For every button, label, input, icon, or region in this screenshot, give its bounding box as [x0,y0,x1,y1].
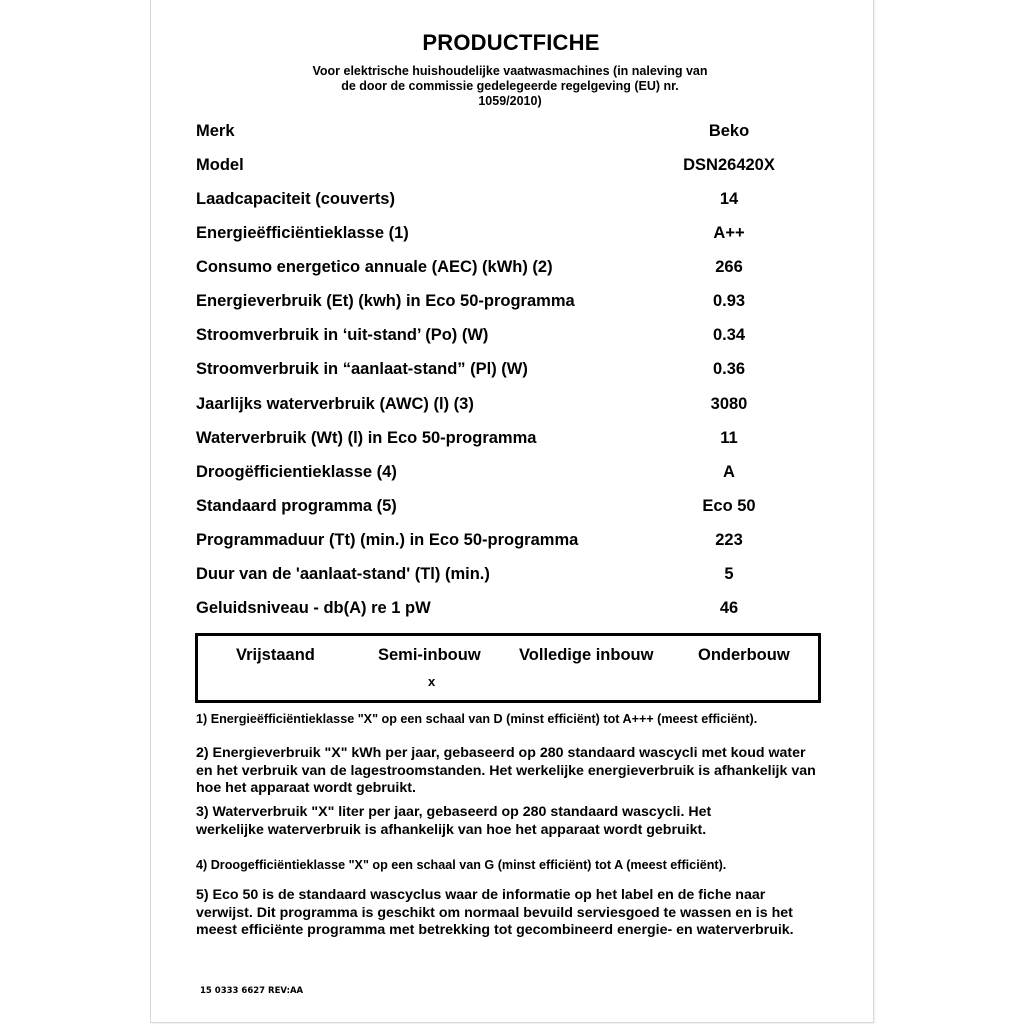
spec-row-annual-water [196,395,796,419]
spec-label: Merk [196,122,235,140]
spec-value: Eco 50 [702,497,756,515]
footnote-line: meest efficiënte programma met betrekking tot gecombineerd energie- en waterverbruik. [196,922,794,938]
spec-row-program-duration [196,531,796,555]
spec-label: Geluidsniveau - db(A) re 1 pW [196,599,431,617]
subtitle-line: Voor elektrische huishoudelijke vaatwasmachines (in naleving van [312,64,708,78]
installation-option-fully-integrated: Volledige inbouw [519,646,654,664]
footnote-line: 4) Droogefficiëntieklasse "X" op een schaal van G (minst efficiënt) tot A (meest efficiënt). [196,858,727,872]
spec-row-energy-eco50 [196,292,796,316]
spec-row-noise [196,599,796,623]
spec-row-drying-class [196,463,796,487]
spec-row-energy-class [196,224,796,248]
spec-row-brand [196,122,796,146]
installation-mark-semi-integrated: x [428,674,436,689]
footnote-line: 1) Energieëfficiëntieklasse "X" op een schaal van D (minst efficiënt) tot A+++ (meest efficiënt). [196,712,758,726]
spec-value: 0.36 [712,360,746,378]
spec-label: Energieëfficiëntieklasse (1) [196,224,409,242]
spec-row-power-off [196,326,796,350]
footnote-line: 5) Eco 50 is de standaard wascyclus waar de informatie op het label en de fiche naar [196,887,766,903]
installation-type-box [195,633,821,703]
footnote-5 [196,887,836,940]
spec-value: DSN26420X [683,156,775,174]
spec-value: 3080 [710,395,748,413]
footnote-4 [196,858,836,874]
spec-row-left-on-duration [196,565,796,589]
spec-label: Duur van de 'aanlaat-stand' (Tl) (min.) [196,565,490,583]
spec-label: Waterverbruik (Wt) (l) in Eco 50-programma [196,429,537,447]
spec-label: Consumo energetico annuale (AEC) (kWh) (2) [196,258,553,276]
spec-value: 0.34 [712,326,746,344]
spec-label: Model [196,156,244,174]
installation-option-freestanding: Vrijstaand [236,646,315,664]
spec-value: 266 [715,258,743,276]
subtitle-line: 1059/2010) [478,94,542,108]
spec-value: A++ [713,224,745,242]
page-title: PRODUCTFICHE [422,30,600,55]
spec-label: Droogëfficientieklasse (4) [196,463,397,481]
spec-value: 11 [720,429,738,447]
footnote-line: verwijst. Dit programma is geschikt om normaal bevuild serviesgoed te wassen en is het [196,904,793,921]
footnote-line: hoe het apparaat wordt gebruikt. [196,780,416,796]
spec-value: Beko [708,122,750,140]
spec-row-power-left-on [196,360,796,384]
subtitle [270,64,750,109]
spec-value: 223 [715,531,743,549]
spec-row-standard-program [196,497,796,521]
spec-row-water-eco50 [196,429,796,453]
installation-option-semi-integrated: Semi-inbouw [378,646,481,664]
subtitle-line: de door de commissie gedelegeerde regelgeving (EU) nr. [341,79,679,93]
spec-row-capacity [196,190,796,214]
footnote-line: werkelijke waterverbruik is afhankelijk van hoe het apparaat wordt gebruikt. [196,821,707,838]
spec-label: Stroomverbruik in “aanlaat-stand” (Pl) (W) [196,360,528,378]
spec-label: Laadcapaciteit (couverts) [196,190,395,208]
spec-label: Energieverbruik (Et) (kwh) in Eco 50-programma [196,292,575,310]
spec-label: Programmaduur (Tt) (min.) in Eco 50-programma [196,531,579,549]
spec-row-model [196,156,796,180]
footnote-1 [196,712,836,728]
footnote-3 [196,804,836,839]
spec-label: Jaarlijks waterverbruik (AWC) (l) (3) [196,395,474,413]
spec-value: 0.93 [712,292,746,310]
spec-label: Standaard programma (5) [196,497,397,515]
spec-value: 46 [719,599,739,617]
spec-label: Stroomverbruik in ‘uit-stand’ (Po) (W) [196,326,489,344]
spec-value: 14 [719,190,739,208]
footnote-2 [196,745,836,798]
spec-value: A [723,463,735,481]
footnote-line: en het verbruik van de lagestroomstanden. Het werkelijke energieverbruik is afhankelijk van [196,762,816,779]
footnote-line: 3) Waterverbruik "X" liter per jaar, gebaseerd op 280 standaard wascycli. Het [196,804,712,820]
document-number: 15 0333 6627 REV:AA [200,986,304,996]
spec-row-annual-energy [196,258,796,282]
footnote-line: 2) Energieverbruik "X" kWh per jaar, gebaseerd op 280 standaard wascycli met koud water [196,745,806,761]
installation-option-under-counter: Onderbouw [698,646,790,664]
spec-value: 5 [724,565,734,583]
